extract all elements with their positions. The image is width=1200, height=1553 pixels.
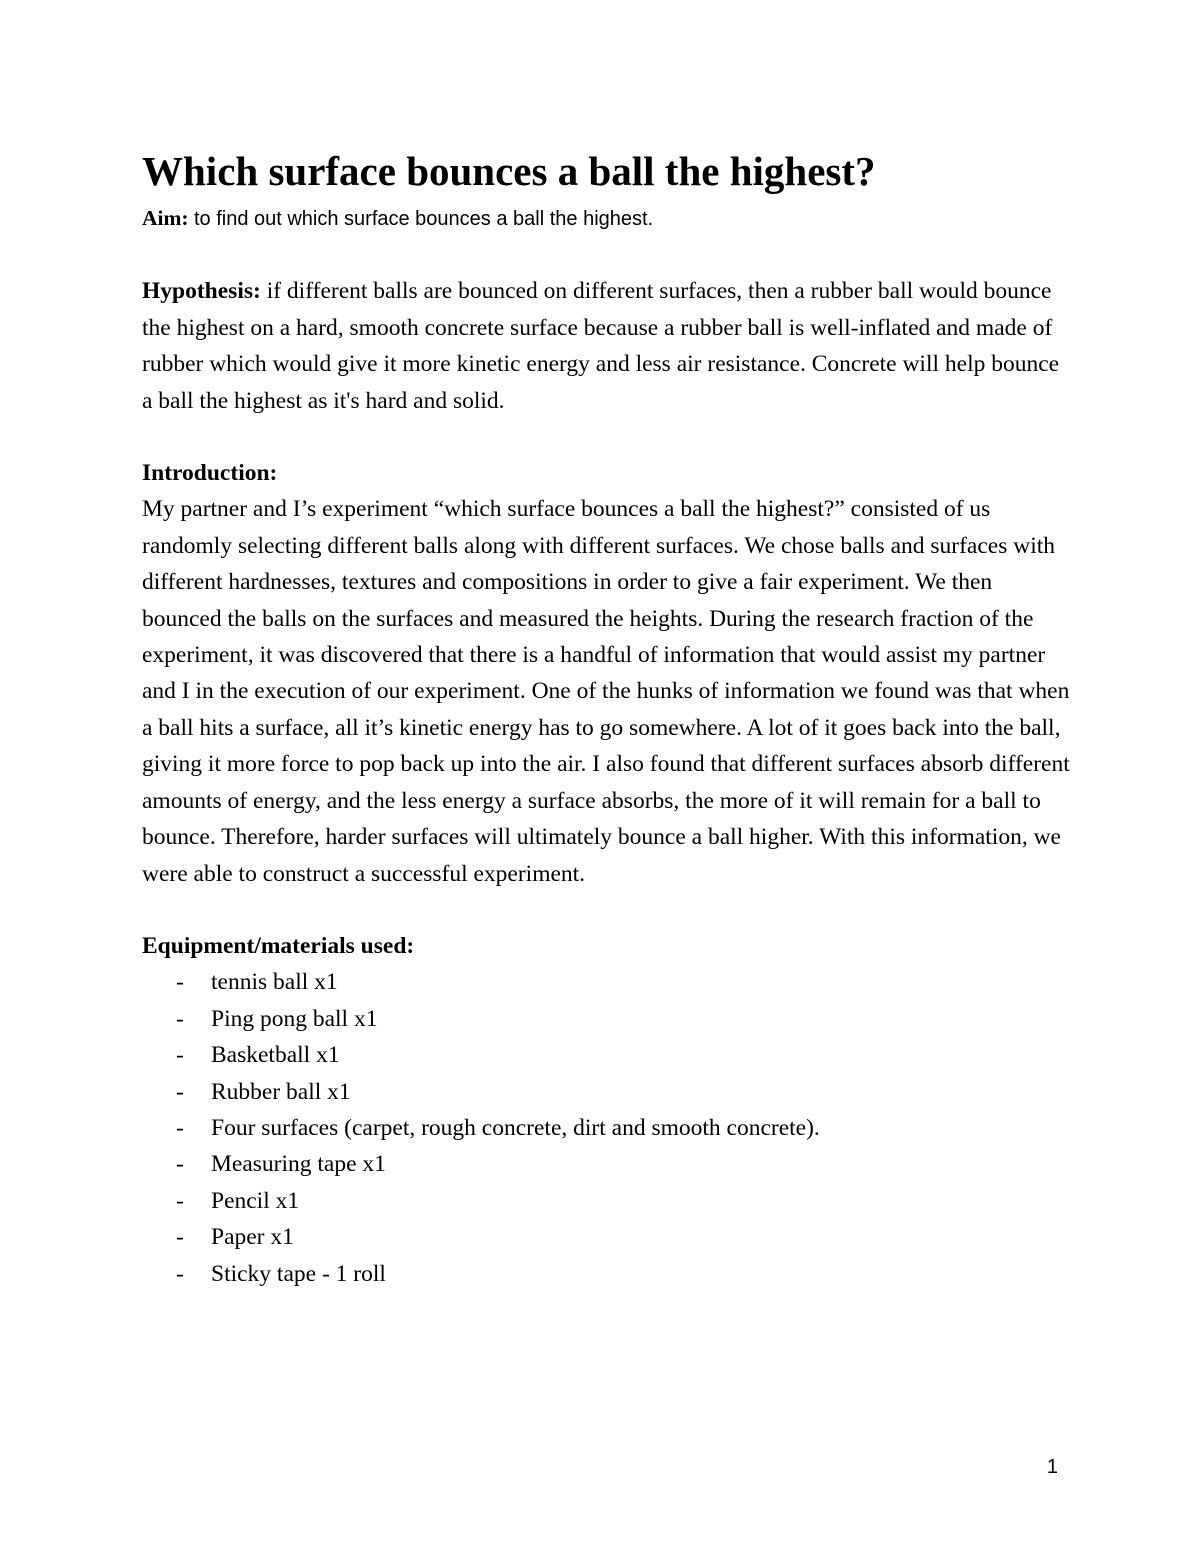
aim-label: Aim: [142, 206, 189, 230]
list-item [142, 1001, 1072, 1037]
list-item-text: Pencil x1 [211, 1187, 300, 1214]
list-item-text: Measuring tape x1 [211, 1151, 386, 1178]
list-item-text: Sticky tape - 1 roll [211, 1260, 386, 1287]
list-item [142, 1219, 1072, 1255]
aim-text: to find out which surface bounces a ball the highest. [193, 208, 654, 230]
bullet-dash: - [176, 1151, 184, 1178]
bullet-dash: - [176, 1114, 184, 1141]
page-number: 1 [1046, 1456, 1058, 1478]
list-item-text: Basketball x1 [211, 1042, 340, 1069]
bullet-dash: - [176, 1005, 184, 1032]
list-item-text: Four surfaces (carpet, rough concrete, dirt and smooth concrete). [211, 1114, 820, 1141]
bullet-dash: - [176, 1042, 184, 1069]
list-item [142, 1256, 1072, 1292]
list-item [142, 1037, 1072, 1073]
list-item-text: tennis ball x1 [211, 969, 338, 996]
introduction-text: My partner and I’s experiment “which surface bounces a ball the highest?” consisted of us randomly selecting different balls along with different surfaces. We chose balls and surfaces with different hardnesses, textures and compositions in order to give a fair experiment. We then bounced the balls on the surfaces and measured the heights. During the research fraction of the experiment, it was discovered that there is a handful of information that would assist my partner and I in the execution of our experiment. One of the hunks of information we found was that when a ball hits a surface, all it’s kinetic energy has to go somewhere. A lot of it goes back into the ball, giving it more force to pop back up into the air. I also found that different surfaces absorb different amounts of energy, and the less energy a surface absorbs, the more of it will remain for a ball to bounce. Therefore, harder surfaces will ultimately bounce a ball higher. With this information, we were able to construct a successful experiment. [142, 496, 1070, 887]
document-page [142, 146, 1072, 1292]
page-title: Which surface bounces a ball the highest? [142, 148, 876, 194]
hypothesis-paragraph [142, 273, 1072, 419]
bullet-dash: - [176, 1187, 184, 1214]
equipment-list [142, 964, 1072, 1292]
bullet-dash: - [176, 969, 184, 996]
hypothesis-label: Hypothesis: [142, 278, 261, 305]
list-item [142, 964, 1072, 1000]
list-item [142, 1074, 1072, 1110]
bullet-dash: - [176, 1224, 184, 1251]
aim-paragraph [142, 200, 1072, 237]
list-item-text: Ping pong ball x1 [211, 1005, 378, 1032]
bullet-dash: - [176, 1078, 184, 1105]
hypothesis-text: if different balls are bounced on different surfaces, then a rubber ball would bounce the highest on a hard, smooth concrete surface because a rubber ball is well-inflated and made of rubber which would give it more kinetic energy and less air resistance. Concrete will help bounce a ball the highest as it's hard and solid. [142, 278, 1060, 414]
introduction-heading: Introduction: [142, 460, 278, 487]
bullet-dash: - [176, 1260, 184, 1287]
list-item [142, 1146, 1072, 1182]
list-item [142, 1110, 1072, 1146]
equipment-heading: Equipment/materials used: [142, 932, 415, 959]
list-item-text: Paper x1 [211, 1224, 294, 1251]
list-item-text: Rubber ball x1 [211, 1078, 351, 1105]
list-item [142, 1183, 1072, 1219]
